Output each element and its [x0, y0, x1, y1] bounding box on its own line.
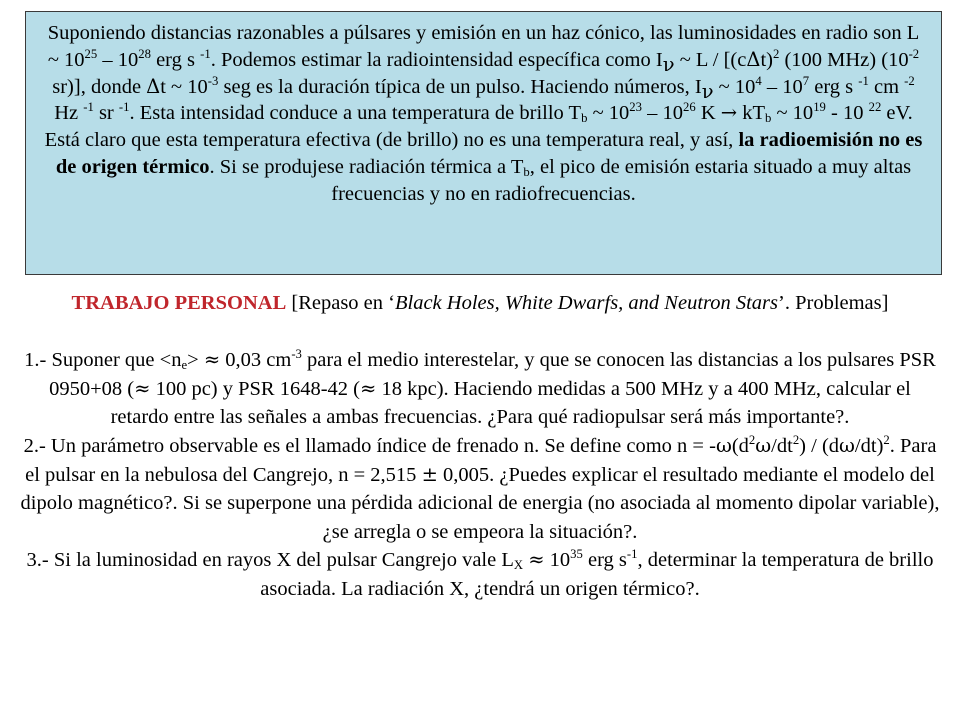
- bold-conclusion: la radioemisión no es de origen térmico: [55, 129, 923, 178]
- problem-2: 2.- Un parámetro observable es el llamado índice de frenado n. Se define como $n = -\omega(d^2\omega/dt^2) / (d\omega/dt)^2$. Para el pulsar en la nebulosa del Cangrejo, n = 2,515 ± 0,005. ¿Puedes explicar el resultado mediante el modelo del dipolo magnético?. Si se superpone una pérdida adicional de energia (no asociada al momento dipolar variable), ¿se arregla o se empeora la situación?.: [20, 433, 940, 543]
- problem-1: 1.- Suponer que $<n_e> \approx 0,03$ $cm^{-3}$ para el medio interestelar, y que se conocen las distancias a los pulsares PSR 0950+08 (≈ 100 pc) y PSR 1648-42 (≈ 18 kpc). Haciendo medidas a 500 MHz y a 400 MHz, calcular el retardo entre las señales a ambas frecuencias. ¿Para qué radiopulsar será más importante?.: [24, 347, 936, 429]
- book-title: Black Holes, White Dwarfs, and Neutron Stars: [394, 292, 779, 314]
- section-title: TRABAJO PERSONAL: [71, 292, 287, 314]
- section-heading: TRABAJO PERSONAL [Repaso en ‘Black Holes, White Dwarfs, and Neutron Stars’. Problemas]: [71, 292, 889, 314]
- note-box: [25, 11, 942, 275]
- note-paragraph: Suponiendo distancias razonables a púlsares y emisión en un haz cónico, las luminosidades en radio son L ~ $10^{25} - 10^{28}$ erg s $^{-1}$. Podemos estimar la radiointensidad específica como $I_\nu$ ~ L / [$(c\Delta t)^2$ (100 MHz) ($10^{-2}$ sr)], donde Δt ~ $10^{-3}$ seg es la duración típica de un pulso. Haciendo números, $I_\nu$ ~ $10^4 - 10^7$ erg s $^{-1}$ cm $^{-2}$ Hz $^{-1}$ sr $^{-1}$. Esta intensidad conduce a una temperatura de brillo $T_b$ ~ $10^{23} - 10^{26}$ $K \to kT_b$ ~ $10^{19} - 10$ $^{22}$ eV. Está claro que esta temperatura efectiva (de brillo) no es una temperatura real, y así, la radioemisión no es de origen térmico. Si se produjese radiación térmica a $T_b$, el pico de emisión estaria situado a muy altas frecuencias y no en radiofrecuencias.: [44, 22, 923, 205]
- problem-section: [18, 289, 942, 604]
- problem-3: 3.- Si la luminosidad en rayos X del pulsar Cangrejo vale $L_X \approx 10^{35}$ erg $s^{-1}$, determinar la temperatura de brillo asociada. La radiación X, ¿tendrá un origen térmico?.: [26, 547, 934, 600]
- arrow-icon: →: [720, 101, 738, 125]
